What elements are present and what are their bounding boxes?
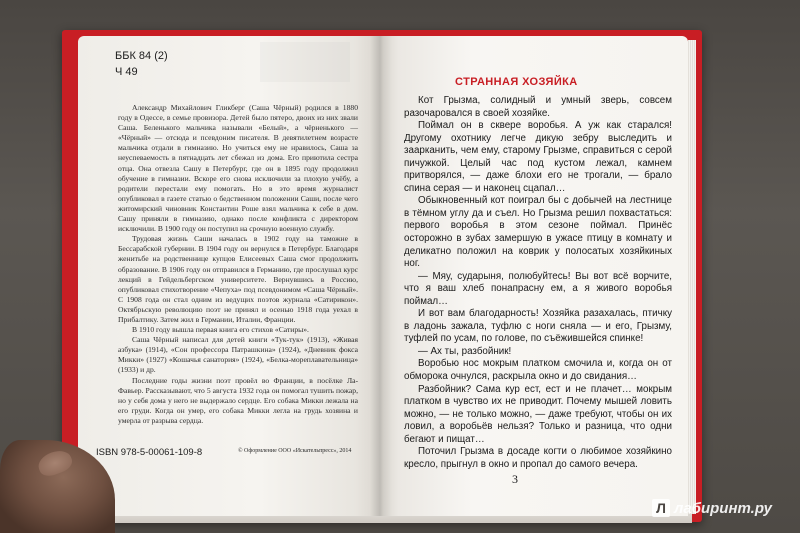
watermark [652,499,772,517]
author-biography [118,103,358,426]
story-paragraph: Разбойник? Сама кур ест, ест и не плачет… мокрым платком в чувство их не приводит. Почему мышей ловить можно, — не только можно, — даже требуют, чтобы он их ловил, а воробьёв нельзя? Только и разница, что одни бегают и пищат… [404,383,672,445]
story-paragraph: Воробью нос мокрым платком смочила и, когда он от обморока очнулся, раскрыла окно и до свидания… [404,358,672,383]
bio-paragraph: Саша Чёрный написал для детей книги «Тук-тук» (1913), «Живая азбука» (1914), «Сон профессора Патрашкина» (1924), «Дневник фокса Микки» (1927) «Кошачья санатория» (1924), «Белка-мореплавательница» (1933) и др. [118,335,358,375]
story-paragraph: Обыкновенный кот поиграл бы с добычей на лестнице в тёмном углу да и съел. Но Грызма решил похвастаться: первого воробья в этом сезоне поймал. Принёс осторожно в зубах замершую в ужасе птицу в комнату и деликатно положил на коврик у полосатых хозяйкиных ног. [404,195,672,270]
page-stack-edge [688,40,696,514]
story-paragraph: Поймал он в сквере воробья. А уж как старался! Другому охотнику легче дикую зебру выследить и заарканить, чем ему, старому Грызме, справиться с серой пичужкой. Целый час под кустом лежал, камнем притворялся, — даже блохи его не трогали, — брало спина серая — и наконец сцапал… [404,120,672,194]
bio-paragraph: В 1910 году вышла первая книга его стихов «Сатиры». [132,325,309,335]
story-paragraph: И вот вам благодарность! Хозяйка разахалась, птичку в ладонь зажала, туфлю с ноги сняла — и его, Грызму, туфлей по усам, по голове, по съёжившейся спинке! [404,308,672,345]
isbn: ISBN 978-5-00061-109-8 [96,447,203,458]
story-paragraph: Поточил Грызма в досаде когти о любимое хозяйкино кресло, прыгнул в окно и пропал до самого вечера. [404,446,672,470]
bio-paragraph: Последние годы жизни поэт провёл во Франции, в посёлке Ла-Фавьер. Рассказывают, что 5 августа 1932 года он помогал тушить пожар, но у себя дома у него не выдержало сердце. Его собака Микки лежала на его груди. Когда он умер, его собака Микки легла на грудь хозяина и умерла от разрыва сердца. [118,375,358,425]
story-paragraph: — Мяу, сударыня, полюбуйтесь! Вы вот всё ворчите, что я ваш хлеб понапрасну ем, а я живого воробья поймал… [404,270,672,307]
page-number: 3 [512,472,518,486]
story-title: СТРАННАЯ ХОЗЯЙКА [455,76,578,88]
bio-paragraph: Трудовая жизнь Саши началась в 1902 году на таможне в Бессарабской губернии. В 1904 году он вернулся в Петербург. Благодаря женитьбе на родственнице купцов Елисеевых Саша смог продолжить образование. В 1906 году он отправился в Германию, где прослушал курс лекций в Гейдельбергском университете. Вернувшись в Россию, опубликовал стихотворение «Чепуха» под псевдонимом «Саша Чёрный». С 1908 года он стал одним из ведущих поэтов журнала «Сатирикон». Октябрьскую революцию поэт не принял и осенью 1918 года уехал в Прибалтику. Затем жил в Германии, Италии, Франции. [118,234,358,324]
book-gutter [370,36,392,516]
watermark-text: лабиринт.ру [674,499,772,517]
bbk-index: ББК 84 (2) [115,50,168,62]
author-mark: Ч 49 [115,66,138,78]
bio-paragraph: Александр Михайлович Гликберг (Саша Чёрный) родился в 1880 году в Одессе, в семье провизора. Детей было пятеро, двоих из них звали Саша. Беленького мальчика называли «Белый», а чёрненького — «Чёрный» — отсюда и псевдоним писателя. В девятилетнем возрасте мальчика отдали в гимназию. Но учиться ему не нравилось, Саша за неуспеваемость в пятнадцать лет сбежал из дома. Его приютила сестра отца. Она отвезла Сашу в Петербург, где он в 1895 году продолжил обучение в гимназии. Вскоре его снова исключили за плохую учёбу, а родители перестали ему помогать. Но в это время журналист опубликовал в газете статью о бедственном положении Саши, после чего житомирский чиновник Константин Роше взял мальчика к себе в дом. Сашу приняли в гимназию, однако после конфликта с директором исключили. В 1900 году он поступил на срочную военную службу. [118,103,358,234]
copyright-notice: © Оформление ООО «Искательпресс», 2014 [238,448,352,454]
labirint-logo-icon: Л [652,499,670,517]
story-text [404,95,672,471]
story-paragraph: — Ах ты, разбойник! [418,345,512,357]
bbk-code [115,48,168,80]
show-through [260,42,350,82]
story-paragraph: Кот Грызма, солидный и умный зверь, совсем разочаровался в своей хозяйке. [404,95,672,119]
